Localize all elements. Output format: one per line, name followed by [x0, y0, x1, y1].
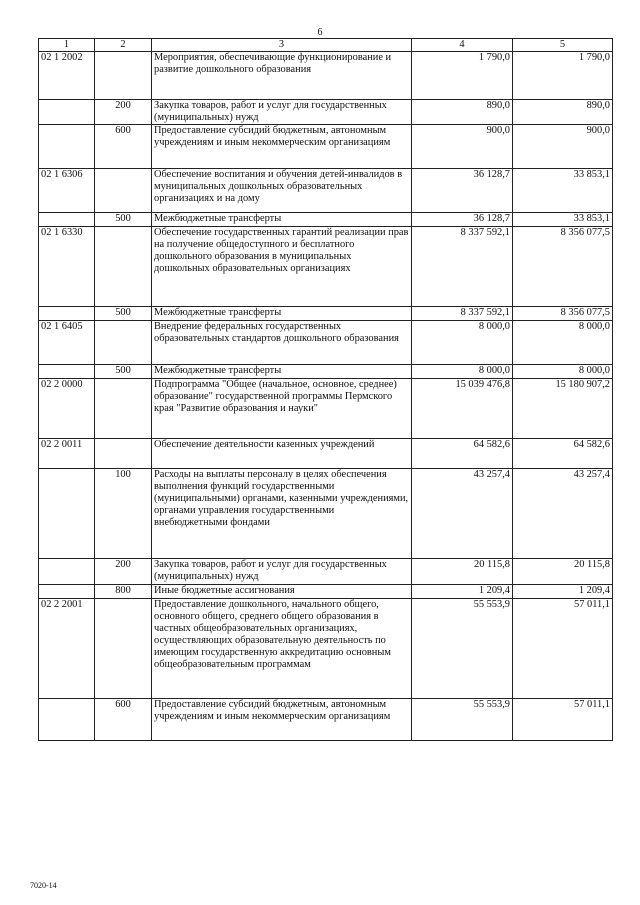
budget-code-cell	[39, 365, 95, 379]
expense-type-cell: 600	[95, 699, 152, 741]
description-cell: Внедрение федеральных государственных образовательных стандартов дошкольного образования	[152, 321, 412, 365]
budget-code-cell: 02 1 6306	[39, 169, 95, 213]
amount-year2-cell: 43 257,4	[513, 469, 613, 559]
budget-code-cell	[39, 307, 95, 321]
table-row	[39, 559, 613, 585]
expense-type-cell	[95, 169, 152, 213]
table-row	[39, 52, 613, 100]
description-cell: Предоставление субсидий бюджетным, автономным учреждениям и иным некоммерческим организациям	[152, 699, 412, 741]
description-cell: Предоставление дошкольного, начального общего, основного общего, среднего общего образования в частных общеобразовательных организациях, осуществляющих образовательную деятельность по имеющим государственную аккредитацию основным общеобразовательным программам	[152, 599, 412, 699]
budget-code-cell: 02 2 0000	[39, 379, 95, 439]
description-cell: Иные бюджетные ассигнования	[152, 585, 412, 599]
amount-year1-cell: 8 337 592,1	[412, 227, 513, 307]
column-header-1: 1	[39, 39, 95, 52]
amount-year2-cell: 8 000,0	[513, 321, 613, 365]
description-cell: Мероприятия, обеспечивающие функционирование и развитие дошкольного образования	[152, 52, 412, 100]
description-cell: Межбюджетные трансферты	[152, 307, 412, 321]
table-row	[39, 439, 613, 469]
expense-type-cell: 600	[95, 125, 152, 169]
description-cell: Обеспечение воспитания и обучения детей-инвалидов в муниципальных дошкольных образовательных организациях и на дому	[152, 169, 412, 213]
footer-document-code: 7020-14	[30, 881, 57, 890]
amount-year1-cell: 8 337 592,1	[412, 307, 513, 321]
budget-code-cell	[39, 585, 95, 599]
amount-year1-cell: 55 553,9	[412, 699, 513, 741]
budget-table	[38, 38, 613, 741]
expense-type-cell: 100	[95, 469, 152, 559]
table-row	[39, 585, 613, 599]
expense-type-cell: 500	[95, 307, 152, 321]
budget-code-cell	[39, 213, 95, 227]
table-row	[39, 365, 613, 379]
budget-code-cell: 02 1 6405	[39, 321, 95, 365]
amount-year2-cell: 8 000,0	[513, 365, 613, 379]
table-row	[39, 379, 613, 439]
amount-year2-cell: 1 209,4	[513, 585, 613, 599]
amount-year2-cell: 20 115,8	[513, 559, 613, 585]
budget-code-cell	[39, 100, 95, 125]
amount-year1-cell: 20 115,8	[412, 559, 513, 585]
column-header-2: 2	[95, 39, 152, 52]
table-header-row	[39, 39, 613, 52]
expense-type-cell	[95, 379, 152, 439]
table-row	[39, 125, 613, 169]
budget-code-cell	[39, 699, 95, 741]
description-cell: Закупка товаров, работ и услуг для государственных (муниципальных) нужд	[152, 559, 412, 585]
amount-year2-cell: 8 356 077,5	[513, 307, 613, 321]
table-row	[39, 213, 613, 227]
amount-year1-cell: 43 257,4	[412, 469, 513, 559]
description-cell: Подпрограмма "Общее (начальное, основное, среднее) образование" государственной программы Пермского края "Развитие образования и науки"	[152, 379, 412, 439]
table-row	[39, 307, 613, 321]
amount-year2-cell: 57 011,1	[513, 599, 613, 699]
description-cell: Закупка товаров, работ и услуг для государственных (муниципальных) нужд	[152, 100, 412, 125]
table-body	[39, 52, 613, 741]
amount-year1-cell: 15 039 476,8	[412, 379, 513, 439]
table-row	[39, 169, 613, 213]
page-number: 6	[317, 27, 323, 38]
amount-year1-cell: 36 128,7	[412, 169, 513, 213]
expense-type-cell	[95, 321, 152, 365]
amount-year2-cell: 57 011,1	[513, 699, 613, 741]
amount-year1-cell: 890,0	[412, 100, 513, 125]
budget-code-cell: 02 2 2001	[39, 599, 95, 699]
amount-year1-cell: 36 128,7	[412, 213, 513, 227]
column-header-5: 5	[513, 39, 613, 52]
budget-code-cell	[39, 469, 95, 559]
amount-year2-cell: 15 180 907,2	[513, 379, 613, 439]
expense-type-cell: 200	[95, 559, 152, 585]
expense-type-cell	[95, 599, 152, 699]
amount-year1-cell: 55 553,9	[412, 599, 513, 699]
budget-code-cell: 02 1 6330	[39, 227, 95, 307]
expense-type-cell: 800	[95, 585, 152, 599]
amount-year2-cell: 33 853,1	[513, 213, 613, 227]
amount-year1-cell: 1 209,4	[412, 585, 513, 599]
table-row	[39, 100, 613, 125]
expense-type-cell: 200	[95, 100, 152, 125]
amount-year2-cell: 64 582,6	[513, 439, 613, 469]
budget-code-cell: 02 2 0011	[39, 439, 95, 469]
table-row	[39, 699, 613, 741]
amount-year2-cell: 900,0	[513, 125, 613, 169]
amount-year2-cell: 1 790,0	[513, 52, 613, 100]
expense-type-cell	[95, 439, 152, 469]
column-header-4: 4	[412, 39, 513, 52]
description-cell: Межбюджетные трансферты	[152, 365, 412, 379]
description-cell: Обеспечение государственных гарантий реализации прав на получение общедоступного и бесплатного дошкольного образования в муниципальных дошкольных образовательных организациях	[152, 227, 412, 307]
budget-code-cell: 02 1 2002	[39, 52, 95, 100]
table-row	[39, 469, 613, 559]
expense-type-cell: 500	[95, 213, 152, 227]
amount-year2-cell: 33 853,1	[513, 169, 613, 213]
table-row	[39, 227, 613, 307]
table-row	[39, 599, 613, 699]
budget-code-cell	[39, 559, 95, 585]
expense-type-cell	[95, 52, 152, 100]
amount-year1-cell: 1 790,0	[412, 52, 513, 100]
description-cell: Обеспечение деятельности казенных учреждений	[152, 439, 412, 469]
amount-year1-cell: 8 000,0	[412, 321, 513, 365]
amount-year2-cell: 890,0	[513, 100, 613, 125]
description-cell: Расходы на выплаты персоналу в целях обеспечения выполнения функций государственными (муниципальными) органами, казенными учреждениями, органами управления государственными внебюджетными фондами	[152, 469, 412, 559]
amount-year2-cell: 8 356 077,5	[513, 227, 613, 307]
expense-type-cell: 500	[95, 365, 152, 379]
amount-year1-cell: 64 582,6	[412, 439, 513, 469]
budget-code-cell	[39, 125, 95, 169]
description-cell: Предоставление субсидий бюджетным, автономным учреждениям и иным некоммерческим организациям	[152, 125, 412, 169]
table-row	[39, 321, 613, 365]
amount-year1-cell: 8 000,0	[412, 365, 513, 379]
description-cell: Межбюджетные трансферты	[152, 213, 412, 227]
column-header-3: 3	[152, 39, 412, 52]
amount-year1-cell: 900,0	[412, 125, 513, 169]
expense-type-cell	[95, 227, 152, 307]
